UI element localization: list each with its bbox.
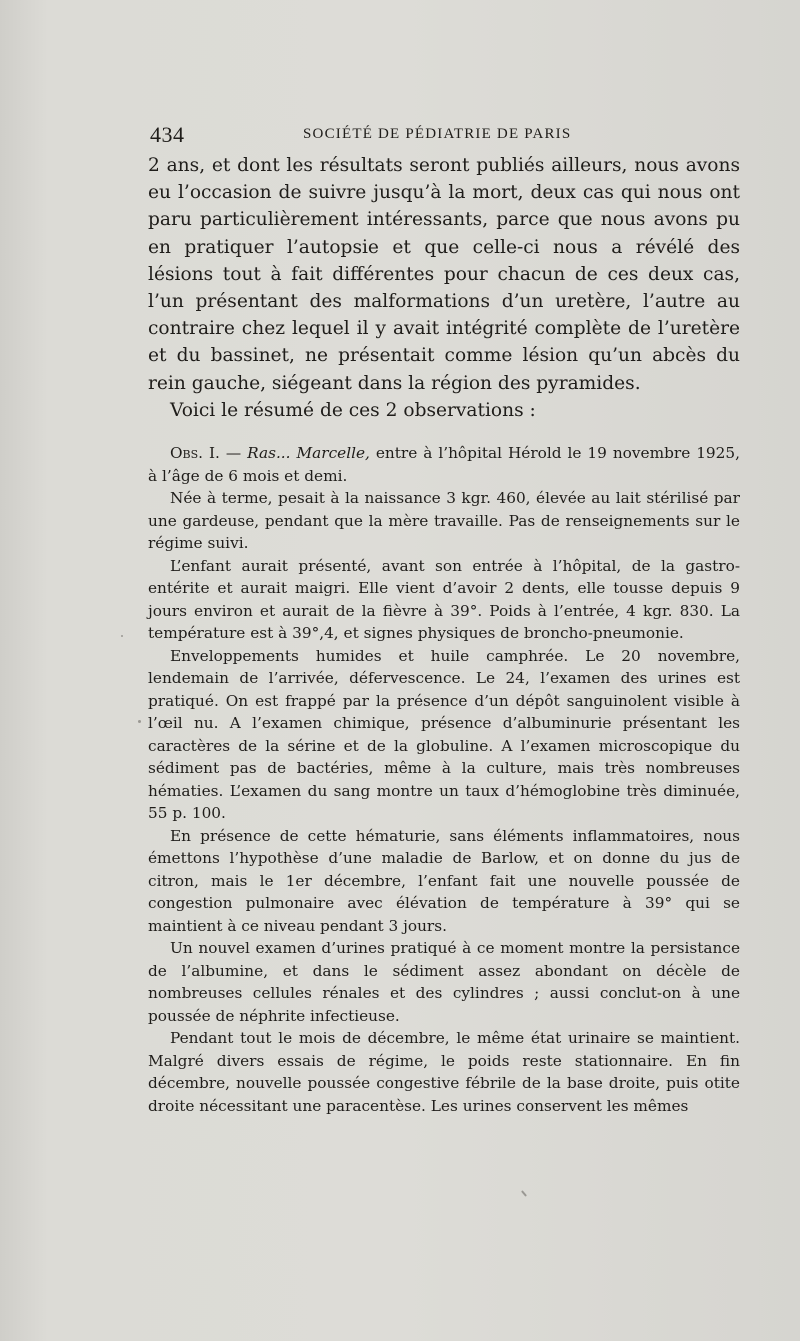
observation-admission: entre à l’hôpital Hérold le 19 novembre 1925, à l’âge de 6 mois et demi. [148,444,740,485]
paper-speck [521,1190,527,1197]
observation-label: Obs. I. [170,444,220,463]
page-body [148,152,740,1117]
page-number: 434 [150,122,185,147]
margin-speck [121,635,123,637]
observation-paragraph: L’enfant aurait présenté, avant son entrée à l’hôpital, de la gastro-entérite et aurait maigri. Elle vient d’avoir 2 dents, elle tousse depuis 9 jours environ et aurait de la fièvre à 39°. Poids à l’entrée, 4 kgr. 830. La température est à 39°,4, et signes physiques de broncho-pneumonie. [148,556,740,643]
margin-speck [138,720,141,723]
page-header [150,122,740,148]
intro-text [148,152,740,424]
observation-dash: — [219,444,248,463]
observation-paragraph: En présence de cette hématurie, sans éléments inflammatoires, nous émettons l’hypothèse d’une maladie de Barlow, et on donne du jus de citron, mais le 1er décembre, l’enfant fait une nouvelle poussée de congestion pulmonaire avec élévation de température à 39° qui se maintient à ce niveau pendant 3 jours. [148,826,740,935]
intro-paragraph: 2 ans, et dont les résultats seront publiés ailleurs, nous avons eu l’occasion de suivre jusqu’à la mort, deux cas qui nous ont paru particulièrement intéressants, parce que nous avons pu en pratiquer l’autopsie et que celle-ci nous a révélé des lésions tout à fait différentes pour chacun de ces deux cas, l’un présentant des malformations d’un uretère, l’autre au contraire chez lequel il y avait intégrité complète de l’uretère et du bassinet, ne présentait comme lésion qu’un abcès du rein gauche, siégeant dans la région des pyramides. [148,155,740,394]
observation-paragraph: Née à terme, pesait à la naissance 3 kgr. 460, élevée au lait stérilisé par une gardeuse, pendant que la mère travaille. Pas de renseignements sur le régime suivi. [148,489,740,553]
observation-heading [148,442,740,487]
intro-paragraph: Voici le résumé de ces 2 observations : [170,399,536,421]
observation-paragraph: Enveloppements humides et huile camphrée. Le 20 novembre, lendemain de l’arrivée, défervescence. Le 24, l’examen des urines est pratiqué. On est frappé par la présence d’un dépôt sanguinolent visible à l’œil nu. A l’examen chimique, présence d’albuminurie présentant les caractères de la sérine et de la globuline. A l’examen microscopique du sédiment pas de bactéries, même à la culture, mais très nombreuses hématies. L’examen du sang montre un taux d’hémoglobine très diminuée, 55 p. 100. [148,646,740,823]
observation-text [148,442,740,1117]
patient-name: Ras... Marcelle, [247,444,370,463]
running-head: SOCIÉTÉ DE PÉDIATRIE DE PARIS [303,126,572,142]
observation-paragraph: Pendant tout le mois de décembre, le même état urinaire se maintient. Malgré divers essais de régime, le poids reste stationnaire. En fin décembre, nouvelle poussée congestive fébrile de la base droite, puis otite droite nécessitant une paracentèse. Les urines conservent les mêmes [148,1029,740,1115]
observation-paragraph: Un nouvel examen d’urines pratiqué à ce moment montre la persistance de l’albumine, et dans le sédiment assez abondant on décèle de nombreuses cellules rénales et des cylindres ; aussi conclut-on à une poussée de néphrite infectieuse. [148,939,740,1025]
